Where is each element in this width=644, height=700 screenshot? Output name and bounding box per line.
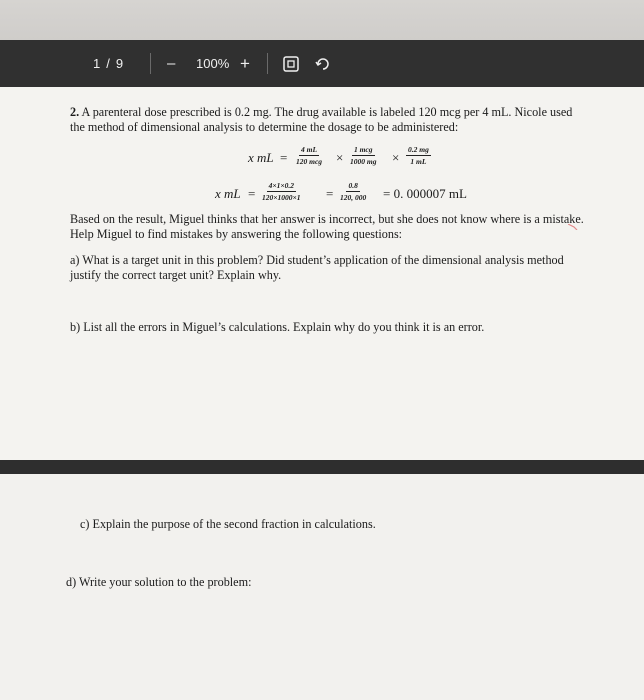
paragraph-line-1: Based on the result, Miguel thinks that her answer is incorrect, but she does not know where is a mistake. [70, 212, 584, 226]
eq2-equals-2: = [326, 186, 334, 201]
rotate-icon[interactable] [315, 40, 331, 87]
question-b: b) List all the errors in Miguel’s calculations. Explain why do you think it is an error. [70, 320, 485, 334]
eq2-result: = 0. 000007 mL [383, 186, 467, 201]
problem-number: 2. [70, 105, 80, 119]
eq2-equals: = [248, 186, 256, 201]
top-strip [0, 0, 644, 40]
zoom-level: 100% [196, 56, 230, 71]
eq2-fraction-2: $\frac{0.8}{120, 000}$ [340, 181, 367, 202]
problem-line-2: the method of dimensional analysis to determine the dosage to be administered: [70, 120, 459, 134]
eq2-lhs: x mL [215, 186, 241, 201]
page-total: 9 [115, 56, 124, 71]
question-c: c) Explain the purpose of the second fraction in calculations. [80, 517, 376, 531]
question-a-line-2: justify the correct target unit? Explain why. [70, 268, 282, 282]
document-page-1 [0, 87, 644, 460]
zoom-out-button[interactable]: – [167, 55, 176, 72]
eq2-fraction-1: $\frac{4\times 1\times 0.2}{120\times 1000\times 1}$ [262, 181, 301, 202]
pen-mark-icon [568, 224, 578, 230]
problem-line-1: 2. A parenteral dose prescribed is 0.2 mg. The drug available is labeled 120 mcg per 4 mL. Nicole used [70, 105, 573, 119]
eq1-times-1: × [336, 150, 344, 165]
page-indicator[interactable] [93, 40, 123, 87]
eq1-fraction-2: 1 mcg 1000 mg [350, 145, 377, 166]
eq1-equals: = [280, 150, 288, 165]
page-current: 1 [93, 56, 101, 71]
document-page-2 [0, 474, 644, 700]
page-separator: / [106, 56, 110, 71]
eq1-lhs: x mL [248, 150, 274, 165]
eq1-times-2: × [392, 150, 400, 165]
page-gap [0, 460, 644, 474]
fit-page-icon[interactable] [283, 40, 299, 87]
zoom-in-button[interactable]: + [240, 53, 250, 73]
eq1-fraction-3: $\frac{0.2 mg}{1 mL}$ [408, 145, 429, 166]
pdf-toolbar [0, 40, 644, 87]
toolbar-divider [267, 53, 268, 74]
question-d: d) Write your solution to the problem: [66, 575, 252, 589]
question-a-line-1: a) What is a target unit in this problem? Did student’s application of the dimensional analysis method [70, 253, 564, 267]
eq1-fraction-1: 4 mL 120 mcg [296, 145, 323, 166]
paragraph-line-2: Help Miguel to find mistakes by answering the following questions: [70, 227, 403, 241]
toolbar-divider [150, 53, 151, 74]
